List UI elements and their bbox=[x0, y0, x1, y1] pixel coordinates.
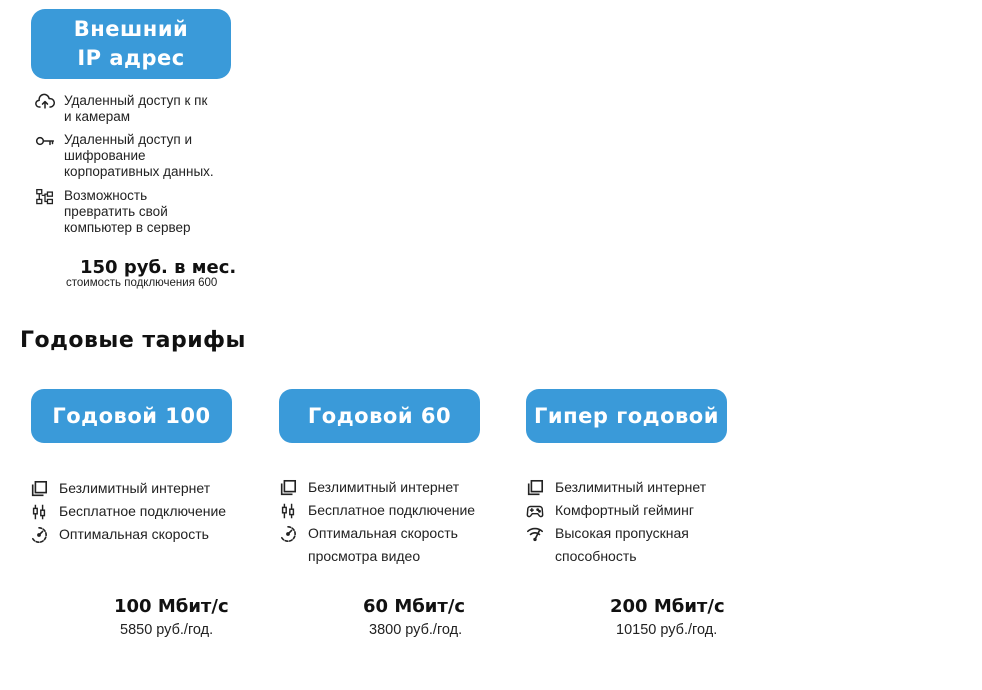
tariff-price: 3800 руб./год. bbox=[369, 622, 463, 638]
external-ip-button[interactable] bbox=[31, 9, 231, 79]
ip-feature-remote-access bbox=[34, 93, 207, 125]
tariff-speed: 100 Мбит/с bbox=[114, 596, 229, 617]
section-title: Годовые тарифы bbox=[20, 328, 246, 353]
ip-feature-text: Возможность превратить свой компьютер в сервер bbox=[64, 188, 191, 235]
tariff-feature bbox=[525, 522, 689, 568]
copy-icon bbox=[29, 477, 49, 500]
tariff-speed: 200 Мбит/с bbox=[610, 596, 725, 617]
tariff-feature bbox=[278, 476, 459, 499]
copy-icon bbox=[278, 476, 298, 499]
tariff-feature-text: Комфортный гейминг bbox=[555, 502, 694, 518]
ip-feature-encryption bbox=[34, 132, 214, 180]
tariff-button-giper-godovoy[interactable] bbox=[526, 389, 727, 443]
tariff-feature bbox=[525, 499, 694, 522]
external-ip-title-line2: IP адрес bbox=[77, 46, 185, 70]
tariff-feature-text: Оптимальная скорость bbox=[59, 526, 209, 542]
tariff-feature bbox=[29, 500, 226, 523]
tariff-name: Годовой 100 bbox=[52, 404, 211, 428]
tariff-feature-text: Высокая пропускная способность bbox=[555, 525, 689, 564]
tariff-feature bbox=[525, 476, 706, 499]
network-tree-icon bbox=[34, 188, 56, 206]
copy-icon bbox=[525, 476, 545, 499]
tariff-feature-text: Бесплатное подключение bbox=[59, 503, 227, 519]
key-icon bbox=[34, 132, 56, 150]
ip-connection-fee: стоимость подключения 600 bbox=[66, 277, 218, 289]
tariff-feature bbox=[278, 499, 475, 522]
ip-feature-server bbox=[34, 188, 191, 236]
wifi-bandwidth-icon bbox=[525, 522, 545, 545]
tariff-name: Годовой 60 bbox=[307, 404, 452, 428]
tariff-price: 10150 руб./год. bbox=[616, 622, 718, 638]
tariff-feature-text: Безлимитный интернет bbox=[555, 479, 707, 495]
gamepad-icon bbox=[525, 499, 545, 522]
tariff-feature-text: Безлимитный интернет bbox=[59, 480, 211, 496]
ip-feature-text: Удаленный доступ к пк и камерам bbox=[64, 93, 208, 124]
tariff-price: 5850 руб./год. bbox=[120, 622, 214, 638]
sliders-icon bbox=[29, 500, 49, 523]
tariff-feature bbox=[278, 522, 458, 568]
external-ip-title-line1: Внешний bbox=[73, 17, 189, 41]
ip-monthly-price: 150 руб. в мес. bbox=[80, 257, 237, 278]
tariff-name: Гипер годовой bbox=[534, 404, 719, 428]
tariff-button-godovoy-100[interactable] bbox=[31, 389, 232, 443]
sliders-icon bbox=[278, 499, 298, 522]
tariff-feature bbox=[29, 477, 210, 500]
tariff-feature-text: Безлимитный интернет bbox=[308, 479, 460, 495]
tariff-feature bbox=[29, 523, 209, 546]
ip-feature-text: Удаленный доступ и шифрование корпоративных данных. bbox=[64, 132, 214, 179]
speedometer-icon bbox=[29, 523, 49, 546]
tariff-button-godovoy-60[interactable] bbox=[279, 389, 480, 443]
cloud-upload-icon bbox=[34, 93, 56, 111]
tariff-feature-text: Бесплатное подключение bbox=[308, 502, 476, 518]
tariff-feature-text: Оптимальная скорость просмотра видео bbox=[308, 525, 458, 564]
tariff-speed: 60 Мбит/с bbox=[363, 596, 466, 617]
speedometer-icon bbox=[278, 522, 298, 545]
